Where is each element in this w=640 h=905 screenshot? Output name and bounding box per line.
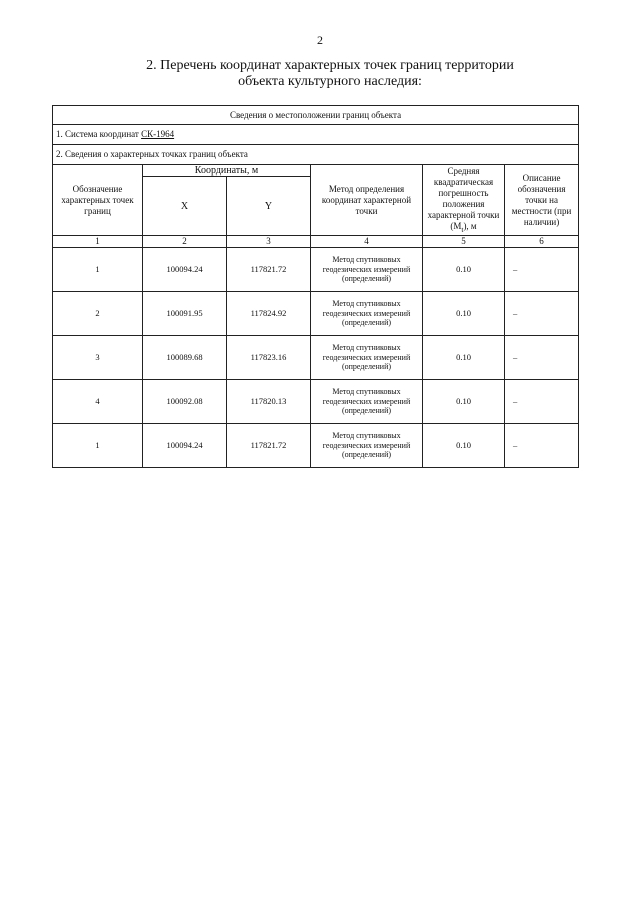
col-number: 2 — [143, 236, 227, 248]
cell-y: 117823.16 — [227, 336, 311, 380]
cell-method: Метод спутниковых геодезических измерений (определений) — [311, 248, 423, 292]
col-number: 5 — [423, 236, 505, 248]
table-row — [53, 292, 579, 336]
col-header-x: X — [143, 177, 227, 236]
cell-point: 2 — [53, 292, 143, 336]
document-title — [60, 58, 600, 90]
page-number: 2 — [317, 33, 323, 47]
coord-system-cell — [53, 125, 579, 145]
cell-error: 0.10 — [423, 380, 505, 424]
coordinates-table — [52, 105, 579, 468]
cell-desc: – — [505, 424, 579, 468]
table-row — [53, 248, 579, 292]
coord-system-row — [53, 125, 579, 145]
table-row — [53, 380, 579, 424]
cell-method: Метод спутниковых геодезических измерений (определений) — [311, 336, 423, 380]
cell-error: 0.10 — [423, 292, 505, 336]
table-header: Сведения о местоположении границ объекта — [53, 106, 579, 125]
cell-x: 100092.08 — [143, 380, 227, 424]
cell-y: 117824.92 — [227, 292, 311, 336]
cell-point: 4 — [53, 380, 143, 424]
coord-system-label: 1. Система координат — [56, 129, 142, 139]
cell-x: 100091.95 — [143, 292, 227, 336]
cell-y: 117820.13 — [227, 380, 311, 424]
cell-y: 117821.72 — [227, 248, 311, 292]
cell-y: 117821.72 — [227, 424, 311, 468]
coord-system-value: СК-1964 — [141, 129, 175, 139]
col-header-error — [423, 165, 505, 236]
points-section-row — [53, 145, 579, 165]
cell-error: 0.10 — [423, 248, 505, 292]
cell-desc: – — [505, 380, 579, 424]
cell-method: Метод спутниковых геодезических измерений (определений) — [311, 424, 423, 468]
col-header-y: Y — [227, 177, 311, 236]
col-header-desc: Описание обозначения точки на местности (при наличии) — [505, 165, 579, 236]
col-number: 4 — [311, 236, 423, 248]
cell-method: Метод спутниковых геодезических измерений (определений) — [311, 380, 423, 424]
cell-point: 1 — [53, 424, 143, 468]
points-section-label: 2. Сведения о характерных точках границ объекта — [53, 145, 579, 165]
col-header-error-unit: ), м — [463, 220, 477, 231]
table-row — [53, 336, 579, 380]
col-header-method: Метод определения координат характерной точки — [311, 165, 423, 236]
cell-desc: – — [505, 336, 579, 380]
col-number: 3 — [227, 236, 311, 248]
col-header-coords: Координаты, м — [143, 165, 311, 177]
cell-x: 100089.68 — [143, 336, 227, 380]
cell-point: 1 — [53, 248, 143, 292]
cell-error: 0.10 — [423, 336, 505, 380]
cell-point: 3 — [53, 336, 143, 380]
col-number: 6 — [505, 236, 579, 248]
column-header-row-1 — [53, 165, 579, 177]
column-number-row — [53, 236, 579, 248]
col-header-point: Обозначение характерных точек границ — [53, 165, 143, 236]
title-line-1: 2. Перечень координат характерных точек границ территории — [146, 58, 514, 73]
table-header-row — [53, 106, 579, 125]
cell-desc: – — [505, 248, 579, 292]
cell-desc: – — [505, 292, 579, 336]
cell-error: 0.10 — [423, 424, 505, 468]
cell-method: Метод спутниковых геодезических измерений (определений) — [311, 292, 423, 336]
col-header-error-text: Средняя квадратическая погрешность положения характерной точки (M — [427, 165, 500, 231]
table-row — [53, 424, 579, 468]
cell-x: 100094.24 — [143, 248, 227, 292]
cell-x: 100094.24 — [143, 424, 227, 468]
col-header-error-sub: t — [461, 224, 464, 234]
col-number: 1 — [53, 236, 143, 248]
title-line-2: объекта культурного наследия: — [238, 74, 422, 89]
